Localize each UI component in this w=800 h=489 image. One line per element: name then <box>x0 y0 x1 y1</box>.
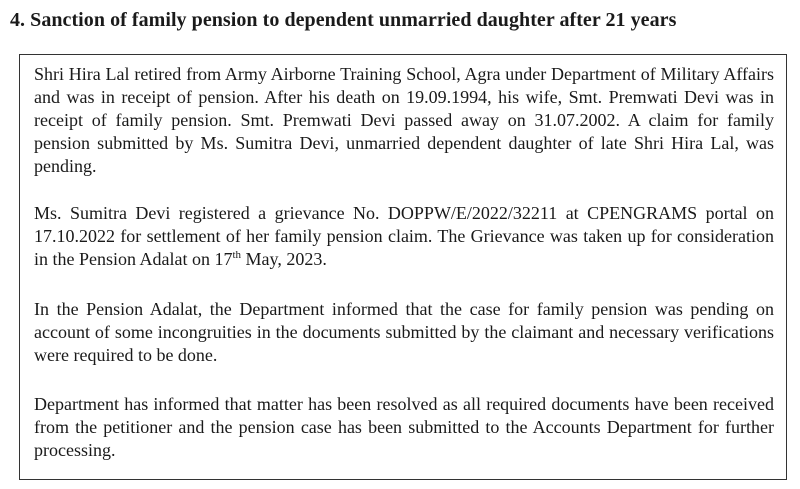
paragraph-department-response: In the Pension Adalat, the Department informed that the case for family pension was pending on account of some incongruities in the documents submitted by the claimant and necessary verifications were required to be done. <box>34 299 774 365</box>
section-heading: 4. Sanction of family pension to dependent unmarried daughter after 21 years <box>10 9 677 31</box>
grievance-date-tail: May, 2023. <box>241 249 327 269</box>
paragraph-grievance <box>34 202 774 271</box>
ordinal-suffix: th <box>232 249 242 261</box>
case-description-box <box>19 54 787 480</box>
paragraph-resolution: Department has informed that matter has been resolved as all required documents have been received from the petitioner and the pension case has been submitted to the Accounts Department for further processing. <box>34 394 774 460</box>
grievance-text: Ms. Sumitra Devi registered a grievance No. DOPPW/E/2022/32211 at CPENGRAMS portal on 17.10.2022 for settlement of her family pension claim. The Grievance was taken up for consideration in the Pension Adalat on 17 <box>34 203 774 269</box>
paragraph-background: Shri Hira Lal retired from Army Airborne Training School, Agra under Department of Military Affairs and was in receipt of pension. After his death on 19.09.1994, his wife, Smt. Premwati Devi was in receipt of family pension. Smt. Premwati Devi passed away on 31.07.2002. A claim for family pension submitted by Ms. Sumitra Devi, unmarried dependent daughter of late Shri Hira Lal, was pending. <box>34 64 774 176</box>
